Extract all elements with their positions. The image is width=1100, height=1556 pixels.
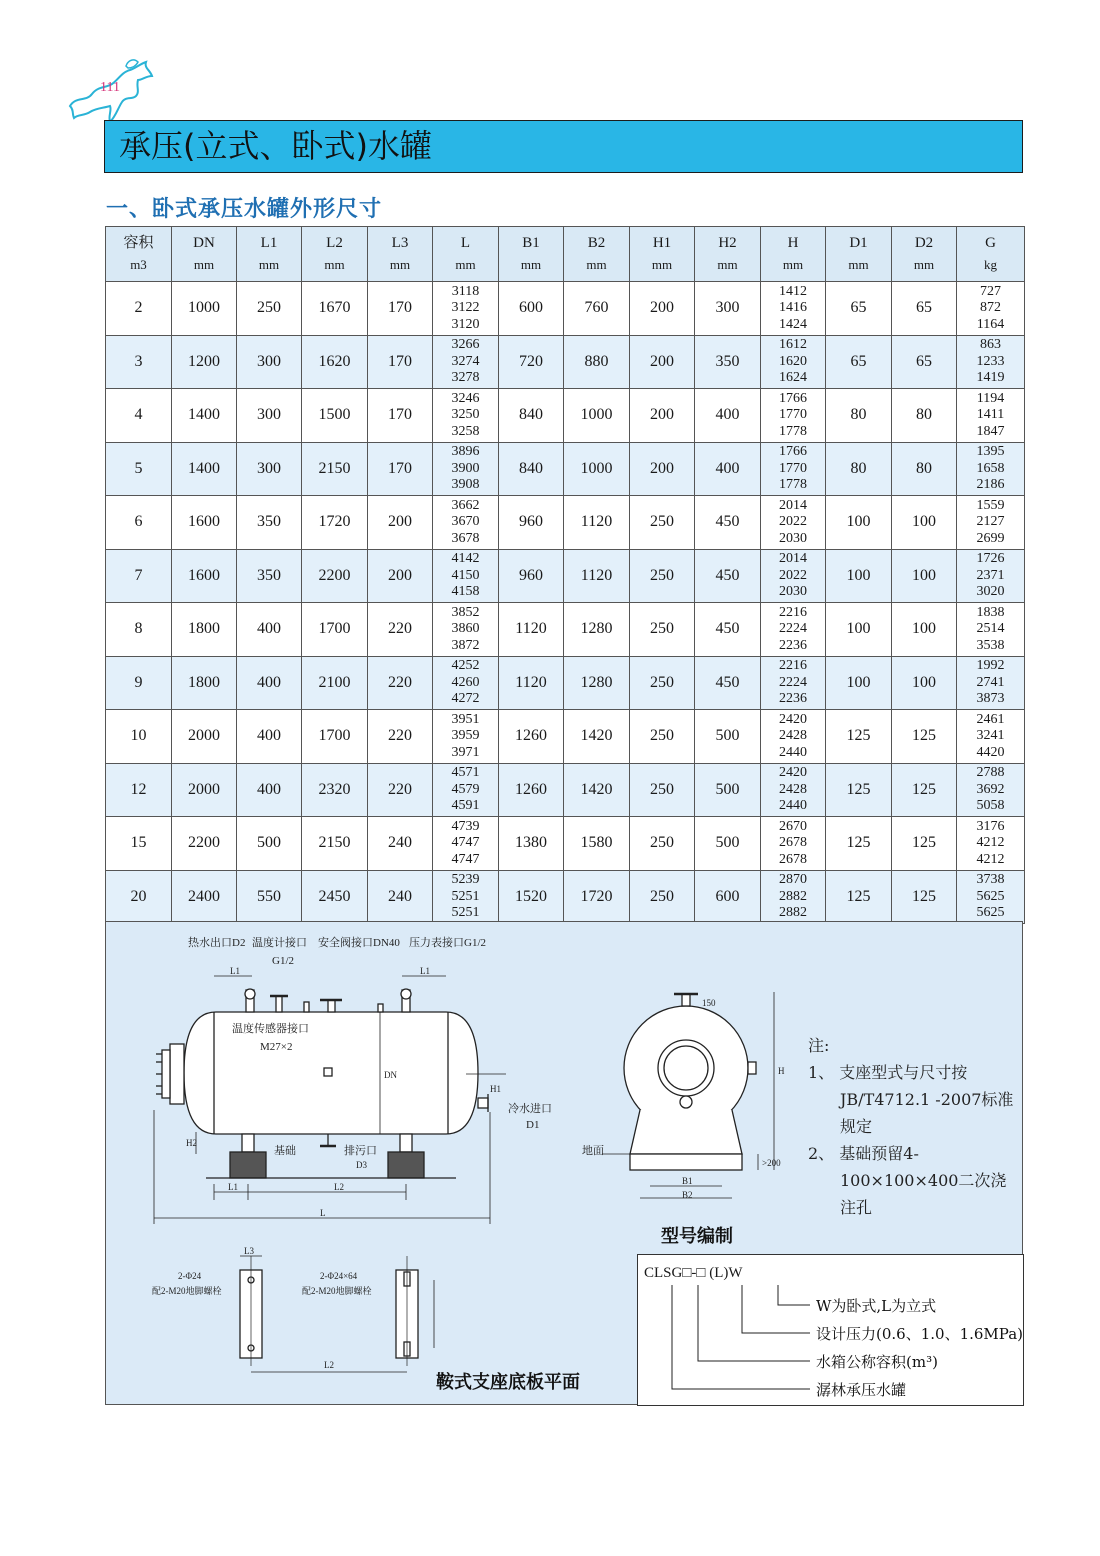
column-header (433, 227, 499, 282)
table-cell: 100 (892, 656, 957, 710)
table-cell: 250 (630, 603, 695, 657)
h-200-label: >200 (762, 1158, 781, 1168)
table-cell: 3662 3670 3678 (433, 496, 499, 550)
table-cell: 125 (826, 763, 892, 817)
base-right-hole-label: 2-Φ24×64 (320, 1271, 358, 1281)
column-header-unit: mm (717, 257, 738, 272)
table-cell: 200 (368, 496, 433, 550)
table-cell: 250 (630, 549, 695, 603)
pressure-gauge-label: 压力表接口G1/2 (409, 937, 486, 949)
column-header-label: L2 (326, 235, 343, 251)
l1-bottom-label: L1 (228, 1182, 238, 1192)
table-cell: 3118 3122 3120 (433, 282, 499, 336)
column-header (957, 227, 1025, 282)
table-cell: 125 (892, 710, 957, 764)
table-cell: 1400 (172, 389, 237, 443)
table-row (106, 603, 1025, 657)
base-left-hole-label: 2-Φ24 (178, 1271, 202, 1281)
table-cell: 1260 (499, 710, 564, 764)
l1-top-right-label: L1 (420, 966, 430, 976)
table-cell: 1720 (564, 870, 630, 924)
table-cell: 2100 (302, 656, 368, 710)
table-cell: 350 (695, 335, 761, 389)
table-cell: 250 (630, 763, 695, 817)
l3-label: L3 (244, 1246, 254, 1256)
table-cell: 100 (892, 549, 957, 603)
base-plate-title: 鞍式支座底板平面 (436, 1372, 580, 1393)
column-header-unit: mm (848, 257, 869, 272)
d3-label: D3 (356, 1160, 367, 1170)
temp-sensor-label: 温度传感器接口 (232, 1023, 309, 1035)
column-header-unit: kg (984, 257, 997, 272)
table-cell: 2000 (172, 763, 237, 817)
column-header-label: 容积 (123, 235, 154, 251)
column-header-unit: mm (193, 257, 215, 272)
column-header-label: B1 (522, 235, 540, 251)
table-row (106, 389, 1025, 443)
notes-heading: 注: (808, 1036, 830, 1055)
cold-water-inlet-label: 冷水进口 (508, 1103, 552, 1115)
table-cell: 100 (826, 603, 892, 657)
base-left-bolt-label: 配2-M20地脚螺栓 (152, 1286, 222, 1296)
model-title: 型号编制 (661, 1226, 733, 1247)
column-header (564, 227, 630, 282)
table-cell: 2014 2022 2030 (761, 549, 826, 603)
table-cell: 1000 (172, 282, 237, 336)
table-cell: 80 (826, 389, 892, 443)
table-cell: 5 (106, 442, 172, 496)
table-cell: 2150 (302, 817, 368, 871)
table-cell: 350 (237, 496, 302, 550)
table-cell: 1838 2514 3538 (957, 603, 1025, 657)
column-header-label: H1 (652, 235, 672, 251)
table-cell: 200 (630, 389, 695, 443)
table-cell: 65 (826, 335, 892, 389)
table-cell: 250 (237, 282, 302, 336)
table-cell: 20 (106, 870, 172, 924)
table-row (106, 549, 1025, 603)
table-cell: 2461 3241 4420 (957, 710, 1025, 764)
h2-label: H2 (186, 1138, 197, 1148)
table-cell: 1992 2741 3873 (957, 656, 1025, 710)
table-cell: 10 (106, 710, 172, 764)
column-header-label: DN (193, 235, 215, 251)
section-title: 一、卧式承压水罐外形尺寸 (106, 197, 383, 222)
table-cell: 600 (695, 870, 761, 924)
table-cell: 300 (695, 282, 761, 336)
table-cell: 1280 (564, 603, 630, 657)
table-cell: 8 (106, 603, 172, 657)
table-cell: 7 (106, 549, 172, 603)
table-cell: 1670 (302, 282, 368, 336)
table-cell: 2420 2428 2440 (761, 763, 826, 817)
table-cell: 2450 (302, 870, 368, 924)
table-row (106, 817, 1025, 871)
hot-water-outlet-label: 热水出口D2 (188, 937, 246, 949)
table-cell: 3266 3274 3278 (433, 335, 499, 389)
table-cell: 240 (368, 870, 433, 924)
column-header (695, 227, 761, 282)
table-cell: 2216 2224 2236 (761, 603, 826, 657)
table-cell: 65 (826, 282, 892, 336)
table-cell: 2320 (302, 763, 368, 817)
l-label: L (320, 1208, 326, 1218)
table-cell: 200 (630, 335, 695, 389)
table-cell: 400 (695, 389, 761, 443)
column-header-label: H2 (718, 235, 737, 251)
column-header (302, 227, 368, 282)
table-cell: 125 (892, 763, 957, 817)
model-code: CLSG□-□ (L)W (644, 1265, 743, 1281)
table-cell: 960 (499, 549, 564, 603)
table-cell: 6 (106, 496, 172, 550)
column-header-unit: mm (586, 257, 607, 272)
model-desc-brand: 潺林承压水罐 (816, 1381, 907, 1399)
l2-bottom-label: L2 (334, 1182, 344, 1192)
table-cell: 15 (106, 817, 172, 871)
table-cell: 350 (237, 549, 302, 603)
table-cell: 1194 1411 1847 (957, 389, 1025, 443)
table-cell: 300 (237, 442, 302, 496)
table-cell: 2014 2022 2030 (761, 496, 826, 550)
table-cell: 220 (368, 603, 433, 657)
table-cell: 5239 5251 5251 (433, 870, 499, 924)
table-cell: 1120 (499, 603, 564, 657)
table-cell: 3951 3959 3971 (433, 710, 499, 764)
b1-label: B1 (682, 1176, 693, 1186)
column-header (761, 227, 826, 282)
b2-label: B2 (682, 1190, 693, 1200)
table-cell: 80 (826, 442, 892, 496)
page-number: 111 (100, 80, 120, 95)
table-cell: 2400 (172, 870, 237, 924)
table-cell: 220 (368, 763, 433, 817)
table-cell: 3 (106, 335, 172, 389)
table-cell: 1120 (564, 549, 630, 603)
table-cell: 4142 4150 4158 (433, 549, 499, 603)
table-cell: 170 (368, 389, 433, 443)
table-cell: 65 (892, 335, 957, 389)
base-right-bolt-label: 配2-M20地脚螺栓 (302, 1286, 372, 1296)
foundation-label: 基础 (274, 1145, 296, 1157)
table-cell: 4739 4747 4747 (433, 817, 499, 871)
column-header-unit: mm (258, 257, 280, 272)
table-cell: 100 (892, 496, 957, 550)
table-cell: 2788 3692 5058 (957, 763, 1025, 817)
table-cell: 450 (695, 496, 761, 550)
column-header-label: L3 (391, 235, 409, 251)
table-cell: 220 (368, 656, 433, 710)
column-header-label: H (787, 235, 799, 251)
table-cell: 1800 (172, 656, 237, 710)
table-cell: 1500 (302, 389, 368, 443)
table-cell: 1395 1658 2186 (957, 442, 1025, 496)
table-cell: 4571 4579 4591 (433, 763, 499, 817)
table-cell: 1580 (564, 817, 630, 871)
table-cell: 1400 (172, 442, 237, 496)
table-cell: 100 (892, 603, 957, 657)
table-cell: 500 (237, 817, 302, 871)
table-cell: 1700 (302, 710, 368, 764)
table-cell: 1726 2371 3020 (957, 549, 1025, 603)
table-cell: 450 (695, 549, 761, 603)
table-cell: 600 (499, 282, 564, 336)
table-cell: 100 (826, 496, 892, 550)
table-cell: 1559 2127 2699 (957, 496, 1025, 550)
safety-valve-label: 安全阀接口DN40 (318, 937, 400, 949)
table-cell: 1520 (499, 870, 564, 924)
table-row (106, 870, 1025, 924)
l1-top-left-label: L1 (230, 966, 240, 976)
table-cell: 1766 1770 1778 (761, 442, 826, 496)
table-cell: 3246 3250 3258 (433, 389, 499, 443)
table-cell: 250 (630, 710, 695, 764)
column-header-unit: mm (324, 257, 345, 272)
table-cell: 4252 4260 4272 (433, 656, 499, 710)
table-cell: 2216 2224 2236 (761, 656, 826, 710)
table-cell: 760 (564, 282, 630, 336)
table-cell: 100 (826, 549, 892, 603)
table-cell: 125 (826, 817, 892, 871)
table-cell: 960 (499, 496, 564, 550)
column-header-unit: m3 (130, 257, 147, 272)
table-cell: 500 (695, 710, 761, 764)
table-cell: 250 (630, 656, 695, 710)
table-cell: 250 (630, 870, 695, 924)
table-cell: 840 (499, 389, 564, 443)
column-header-unit: mm (913, 257, 935, 272)
note-item-2: 2、 基础预留4-100×100×400二次浇注孔 (808, 1144, 1007, 1217)
h-label: H (778, 1066, 785, 1076)
table-cell: 9 (106, 656, 172, 710)
table-cell: 2200 (302, 549, 368, 603)
column-header-label: D1 (849, 235, 868, 251)
column-header-label: D2 (914, 235, 934, 251)
column-header (892, 227, 957, 282)
table-header-row (106, 227, 1025, 282)
table-cell: 12 (106, 763, 172, 817)
column-header-unit: mm (455, 257, 476, 272)
table-cell: 250 (630, 496, 695, 550)
column-header (368, 227, 433, 282)
column-header-unit: mm (520, 257, 542, 272)
column-header-unit: mm (389, 257, 411, 272)
table-cell: 1420 (564, 763, 630, 817)
table-cell: 720 (499, 335, 564, 389)
table-cell: 1766 1770 1778 (761, 389, 826, 443)
table-cell: 450 (695, 656, 761, 710)
table-cell: 400 (237, 763, 302, 817)
table-cell: 2000 (172, 710, 237, 764)
table-row (106, 656, 1025, 710)
table-cell: 4 (106, 389, 172, 443)
table-cell: 2 (106, 282, 172, 336)
column-header-label: B2 (587, 235, 606, 251)
table-cell: 2420 2428 2440 (761, 710, 826, 764)
table-cell: 1412 1416 1424 (761, 282, 826, 336)
table-cell: 1620 (302, 335, 368, 389)
table-cell: 3896 3900 3908 (433, 442, 499, 496)
diagram-panel (105, 921, 1023, 1405)
table-cell: 1000 (564, 389, 630, 443)
thermometer-size-label: G1/2 (272, 955, 294, 967)
model-code-box (637, 1254, 1024, 1406)
column-header (237, 227, 302, 282)
table-cell: 450 (695, 603, 761, 657)
table-cell: 80 (892, 442, 957, 496)
table-cell: 500 (695, 817, 761, 871)
table-cell: 250 (630, 817, 695, 871)
table-cell: 1720 (302, 496, 368, 550)
table-cell: 863 1233 1419 (957, 335, 1025, 389)
model-desc-type: W为卧式,L为立式 (816, 1297, 937, 1315)
table-cell: 125 (826, 710, 892, 764)
table-cell: 1612 1620 1624 (761, 335, 826, 389)
page-title: 承压(立式、卧式)水罐 (104, 120, 1023, 173)
table-cell: 125 (826, 870, 892, 924)
notes-block (808, 1032, 1018, 1221)
table-cell: 100 (826, 656, 892, 710)
table-row (106, 442, 1025, 496)
table-cell: 80 (892, 389, 957, 443)
table-row (106, 710, 1025, 764)
table-cell: 550 (237, 870, 302, 924)
tank-end-view-drawing (602, 992, 774, 1198)
table-cell: 2200 (172, 817, 237, 871)
table-cell: 400 (237, 710, 302, 764)
table-cell: 65 (892, 282, 957, 336)
table-row (106, 335, 1025, 389)
model-desc-capacity: 水箱公称容积(m³) (816, 1353, 938, 1371)
note-item-1: 1、 支座型式与尺寸按JB/T4712.1 -2007标准规定 (808, 1063, 1014, 1136)
dimension-table (105, 226, 1025, 924)
table-cell: 200 (630, 282, 695, 336)
table-cell: 1200 (172, 335, 237, 389)
column-header-unit: mm (651, 257, 673, 272)
h-150-label: 150 (702, 998, 716, 1008)
table-cell: 1260 (499, 763, 564, 817)
table-row (106, 496, 1025, 550)
thermometer-port-label: 温度计接口 (252, 937, 307, 949)
column-header (630, 227, 695, 282)
temp-sensor-size-label: M27×2 (260, 1041, 293, 1053)
table-cell: 1800 (172, 603, 237, 657)
table-cell: 727 872 1164 (957, 282, 1025, 336)
table-cell: 1600 (172, 549, 237, 603)
table-cell: 3738 5625 5625 (957, 870, 1025, 924)
table-cell: 840 (499, 442, 564, 496)
column-header-label: L (460, 235, 471, 251)
drain-port-label: 排污口 (344, 1145, 377, 1157)
table-cell: 1700 (302, 603, 368, 657)
table-cell: 170 (368, 335, 433, 389)
table-cell: 500 (695, 763, 761, 817)
dn-label: DN (384, 1070, 397, 1080)
column-header (172, 227, 237, 282)
column-header-label: L1 (260, 235, 278, 251)
table-cell: 400 (237, 656, 302, 710)
h1-label: H1 (490, 1084, 501, 1094)
table-cell: 400 (237, 603, 302, 657)
table-cell: 2870 2882 2882 (761, 870, 826, 924)
table-cell: 220 (368, 710, 433, 764)
table-cell: 1120 (564, 496, 630, 550)
table-cell: 300 (237, 335, 302, 389)
base-l2-label: L2 (324, 1360, 334, 1370)
table-cell: 1280 (564, 656, 630, 710)
table-cell: 1600 (172, 496, 237, 550)
table-row (106, 282, 1025, 336)
model-desc-pressure: 设计压力(0.6、1.0、1.6MPa) (816, 1325, 1023, 1343)
table-cell: 3852 3860 3872 (433, 603, 499, 657)
table-cell: 125 (892, 817, 957, 871)
d1-label: D1 (526, 1119, 540, 1131)
table-cell: 2150 (302, 442, 368, 496)
table-cell: 1420 (564, 710, 630, 764)
table-cell: 1000 (564, 442, 630, 496)
table-cell: 240 (368, 817, 433, 871)
column-header (106, 227, 172, 282)
table-cell: 1120 (499, 656, 564, 710)
column-header (826, 227, 892, 282)
table-cell: 125 (892, 870, 957, 924)
horizontal-tank-drawing (154, 976, 506, 1224)
table-cell: 880 (564, 335, 630, 389)
table-cell: 200 (630, 442, 695, 496)
table-cell: 170 (368, 442, 433, 496)
table-cell: 200 (368, 549, 433, 603)
table-cell: 170 (368, 282, 433, 336)
table-cell: 1380 (499, 817, 564, 871)
table-cell: 300 (237, 389, 302, 443)
column-header (499, 227, 564, 282)
ground-label: 地面 (582, 1145, 604, 1157)
table-cell: 2670 2678 2678 (761, 817, 826, 871)
table-cell: 3176 4212 4212 (957, 817, 1025, 871)
column-header-label: G (985, 235, 996, 251)
table-cell: 400 (695, 442, 761, 496)
table-row (106, 763, 1025, 817)
column-header-unit: mm (782, 257, 804, 272)
